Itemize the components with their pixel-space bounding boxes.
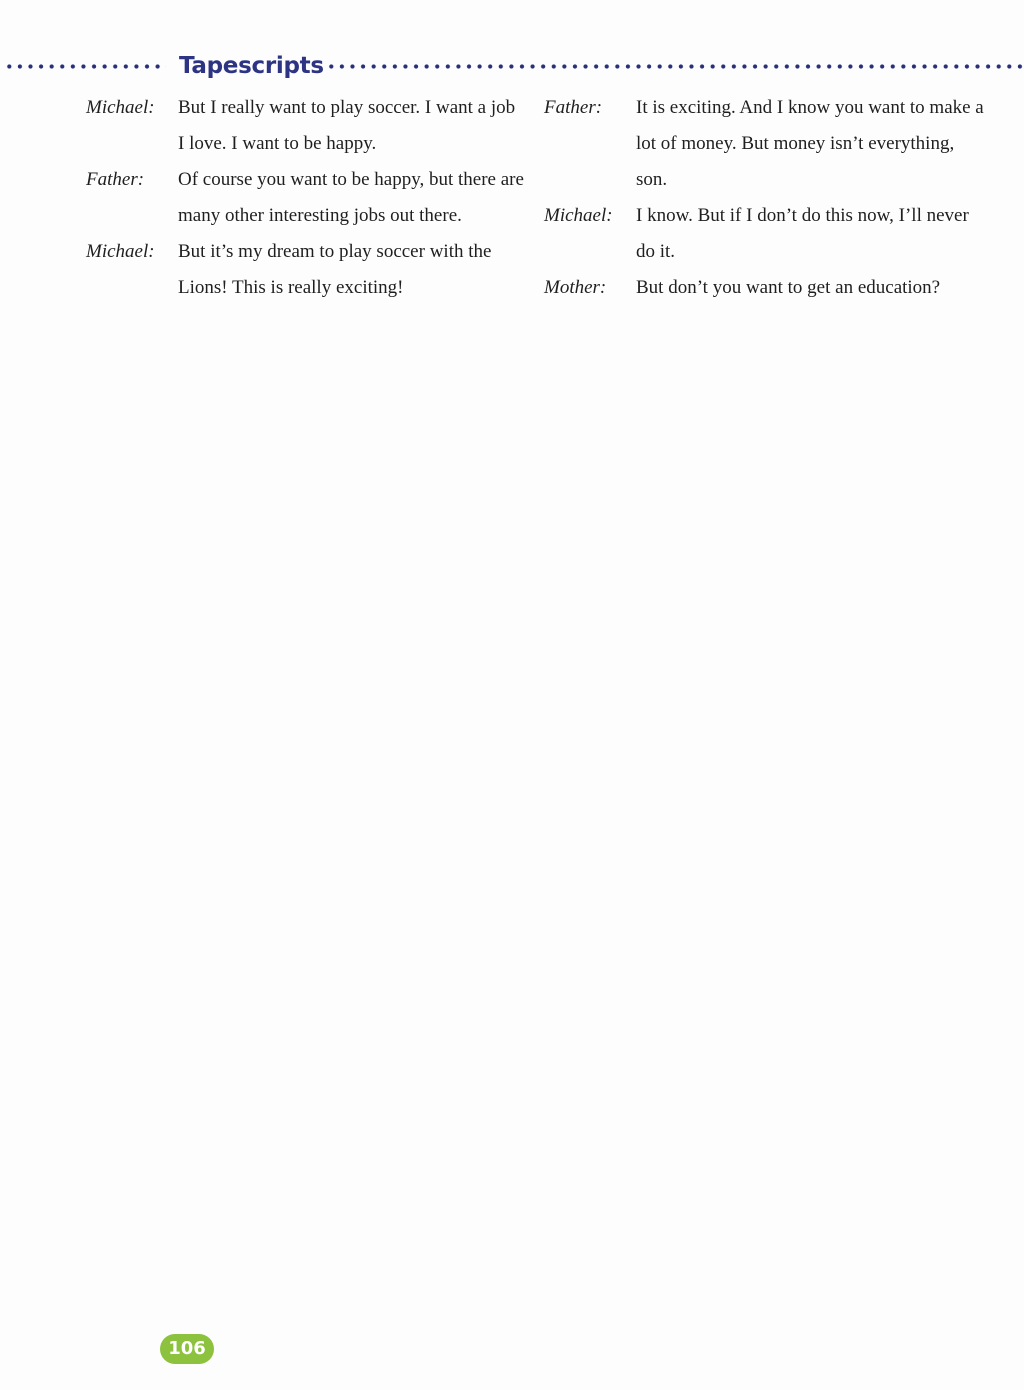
dialogue-turn	[86, 234, 526, 306]
speaker-name: Father:	[544, 97, 603, 118]
section-title: Tapescripts	[179, 53, 324, 79]
page-number-badge: 106	[160, 1334, 214, 1364]
dialogue-line: It is exciting. And I know you want to make a lot of money. But money isn’t everything, son.	[636, 97, 984, 190]
dialogue-turn	[544, 270, 984, 306]
section-header	[0, 44, 1024, 84]
dialogue-column-right	[544, 90, 984, 306]
speaker-name: Father:	[86, 169, 145, 190]
dialogue-column-left	[86, 90, 526, 306]
dialogue-line: But don’t you want to get an education?	[636, 277, 941, 298]
speaker-name: Michael:	[544, 205, 613, 226]
dialogue-line: But it’s my dream to play soccer with the Lions! This is really exciting!	[178, 241, 492, 298]
dotted-rule-left	[4, 64, 166, 69]
dialogue-line: But I really want to play soccer. I want a job I love. I want to be happy.	[178, 97, 516, 154]
dotted-rule-right	[326, 64, 1024, 69]
dialogue-line: I know. But if I don’t do this now, I’ll never do it.	[636, 205, 969, 262]
dialogue-turn	[544, 198, 984, 270]
speaker-name: Michael:	[86, 241, 155, 262]
dialogue-turn	[86, 162, 526, 234]
speaker-name: Michael:	[86, 97, 155, 118]
dialogue-line: Of course you want to be happy, but there are many other interesting jobs out there.	[178, 169, 524, 226]
dialogue-turn	[544, 90, 984, 198]
speaker-name: Mother:	[544, 277, 607, 298]
dialogue-turn	[86, 90, 526, 162]
